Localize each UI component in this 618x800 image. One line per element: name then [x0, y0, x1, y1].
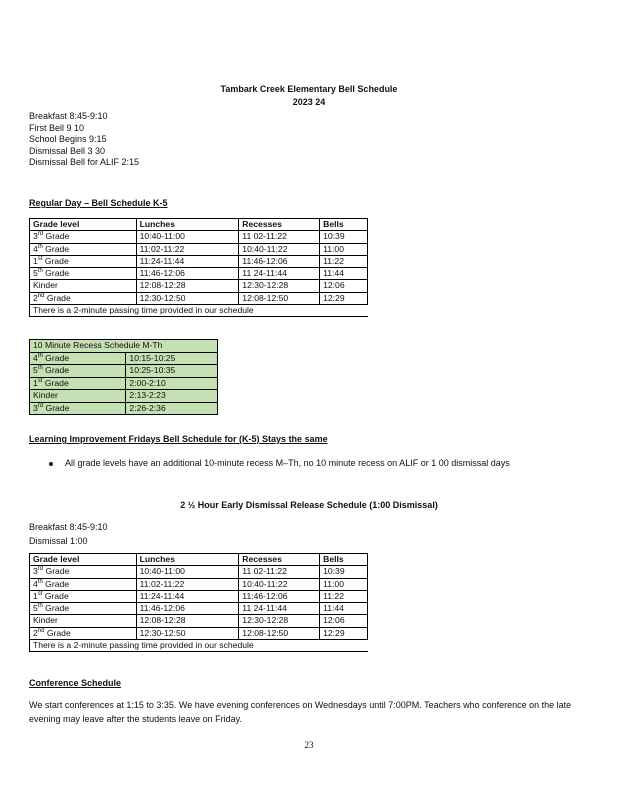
- lunch-cell: 11:24-11:44: [136, 255, 239, 267]
- column-header: Bells: [320, 554, 368, 566]
- conference-heading: Conference Schedule: [29, 678, 122, 688]
- column-header: Recesses: [239, 219, 320, 231]
- grade-cell: 4th Grade: [30, 578, 137, 590]
- recess-schedule-table: [29, 339, 218, 415]
- recess-cell: 11:46-12:06: [239, 590, 320, 602]
- grade-cell: 5th Grade: [30, 268, 137, 280]
- recess-cell: 12:08-12:50: [239, 627, 320, 639]
- recess-cell: 11 02-11:22: [239, 566, 320, 578]
- lunch-cell: 12:30-12:50: [136, 627, 239, 639]
- table-row: [30, 627, 368, 639]
- lunch-cell: 12:30-12:50: [136, 292, 239, 304]
- table-row: [30, 243, 368, 255]
- page-number: 23: [304, 740, 314, 750]
- conference-text: We start conferences at 1:15 to 3:35. We have evening conferences on Wednesdays until 7:00PM. Teachers who conference on the late evening may leave after the students leave on Friday.: [29, 700, 572, 724]
- time-cell: 2:26-2:36: [126, 402, 218, 415]
- bell-cell: 11:44: [320, 268, 368, 280]
- early-times: [29, 520, 108, 548]
- bell-cell: 11:00: [320, 578, 368, 590]
- regular-day-heading: Regular Day – Bell Schedule K-5: [29, 198, 168, 208]
- recess-table-title: 10 Minute Recess Schedule M-Th: [30, 340, 218, 353]
- lif-bullet-text: All grade levels have an additional 10-minute recess M–Th, no 10 minute recess on ALIF or 1 00 dismissal days: [65, 458, 510, 468]
- bell-cell: 11:44: [320, 603, 368, 615]
- recess-cell: 11:46-12:06: [239, 255, 320, 267]
- lunch-cell: 11:02-11:22: [136, 578, 239, 590]
- table-row: [30, 268, 368, 280]
- bell-cell: 12:29: [320, 292, 368, 304]
- bell-cell: 12:29: [320, 627, 368, 639]
- intro-line: First Bell 9 10: [29, 122, 85, 133]
- table-footer-row: [30, 640, 368, 652]
- recess-cell: 10:40-11:22: [239, 578, 320, 590]
- bell-cell: 11:22: [320, 590, 368, 602]
- grade-cell: 5th Grade: [30, 603, 137, 615]
- lunch-cell: 12:08-12:28: [136, 280, 239, 292]
- lunch-cell: 12:08-12:28: [136, 615, 239, 627]
- table-row: [30, 365, 218, 378]
- table-header-row: [30, 340, 218, 353]
- grade-cell: 3rd Grade: [30, 402, 126, 415]
- grade-cell: 1st Grade: [30, 590, 137, 602]
- grade-cell: Kinder: [30, 390, 126, 403]
- table-header-row: [30, 554, 368, 566]
- grade-cell: 1st Grade: [30, 255, 137, 267]
- grade-cell: 2nd Grade: [30, 627, 137, 639]
- table-row: [30, 292, 368, 304]
- bell-cell: 11:22: [320, 255, 368, 267]
- grade-cell: 2nd Grade: [30, 292, 137, 304]
- lunch-cell: 11:46-12:06: [136, 603, 239, 615]
- column-header: Grade level: [30, 554, 137, 566]
- intro-line: Dismissal Bell for ALIF 2:15: [29, 157, 140, 168]
- early-dismissal-heading: 2 ½ Hour Early Dismissal Release Schedule (1:00 Dismissal): [180, 500, 438, 510]
- recess-cell: 12:30-12:28: [239, 615, 320, 627]
- bullet-icon: [49, 462, 53, 466]
- lunch-cell: 10:40-11:00: [136, 566, 239, 578]
- early-schedule-table: [29, 553, 368, 652]
- grade-cell: 4th Grade: [30, 243, 137, 255]
- early-line: Breakfast 8:45-9:10: [29, 522, 108, 532]
- intro-line: School Begins 9:15: [29, 134, 107, 145]
- column-header: Grade level: [30, 219, 137, 231]
- regular-schedule-table: [29, 218, 368, 317]
- grade-cell: 3rd Grade: [30, 231, 137, 243]
- time-cell: 2:13-2:23: [126, 390, 218, 403]
- table-header-row: [30, 219, 368, 231]
- column-header: Lunches: [136, 554, 239, 566]
- grade-cell: 5th Grade: [30, 365, 126, 378]
- time-cell: 10:15-10:25: [126, 352, 218, 365]
- table-row: [30, 255, 368, 267]
- intro-line: Breakfast 8:45-9:10: [29, 111, 108, 121]
- bell-cell: 11:00: [320, 243, 368, 255]
- time-cell: 10:25-10:35: [126, 365, 218, 378]
- bell-cell: 12:06: [320, 615, 368, 627]
- column-header: Recesses: [239, 554, 320, 566]
- document-title: Tambark Creek Elementary Bell Schedule: [220, 84, 398, 94]
- recess-cell: 11 24-11:44: [239, 268, 320, 280]
- intro-times: [29, 111, 139, 169]
- passing-time-note: There is a 2-minute passing time provided in our schedule: [30, 640, 368, 652]
- grade-cell: Kinder: [30, 615, 137, 627]
- lunch-cell: 10:40-11:00: [136, 231, 239, 243]
- lunch-cell: 11:24-11:44: [136, 590, 239, 602]
- table-row: [30, 566, 368, 578]
- recess-cell: 11 02-11:22: [239, 231, 320, 243]
- lunch-cell: 11:46-12:06: [136, 268, 239, 280]
- recess-cell: 11 24-11:44: [239, 603, 320, 615]
- column-header: Bells: [320, 219, 368, 231]
- school-year: 2023 24: [292, 97, 326, 107]
- recess-cell: 12:08-12:50: [239, 292, 320, 304]
- grade-cell: Kinder: [30, 280, 137, 292]
- recess-cell: 10:40-11:22: [239, 243, 320, 255]
- bell-cell: 10:39: [320, 231, 368, 243]
- table-row: [30, 280, 368, 292]
- grade-cell: 4th Grade: [30, 352, 126, 365]
- grade-cell: 1st Grade: [30, 377, 126, 390]
- table-footer-row: [30, 305, 368, 317]
- table-row: [30, 377, 218, 390]
- recess-cell: 12:30-12:28: [239, 280, 320, 292]
- intro-line: Dismissal Bell 3 30: [29, 145, 106, 156]
- passing-time-note: There is a 2-minute passing time provided in our schedule: [30, 305, 368, 317]
- table-row: [30, 390, 218, 403]
- column-header: Lunches: [136, 219, 239, 231]
- bell-cell: 12:06: [320, 280, 368, 292]
- table-row: [30, 603, 368, 615]
- lif-heading: Learning Improvement Fridays Bell Schedule for (K-5) Stays the same: [29, 434, 328, 444]
- table-row: [30, 231, 368, 243]
- table-row: [30, 352, 218, 365]
- lunch-cell: 11:02-11:22: [136, 243, 239, 255]
- table-row: [30, 590, 368, 602]
- bell-cell: 10:39: [320, 566, 368, 578]
- time-cell: 2:00-2:10: [126, 377, 218, 390]
- table-row: [30, 615, 368, 627]
- early-line: Dismissal 1:00: [29, 536, 88, 546]
- table-row: [30, 578, 368, 590]
- table-row: [30, 402, 218, 415]
- grade-cell: 3rd Grade: [30, 566, 137, 578]
